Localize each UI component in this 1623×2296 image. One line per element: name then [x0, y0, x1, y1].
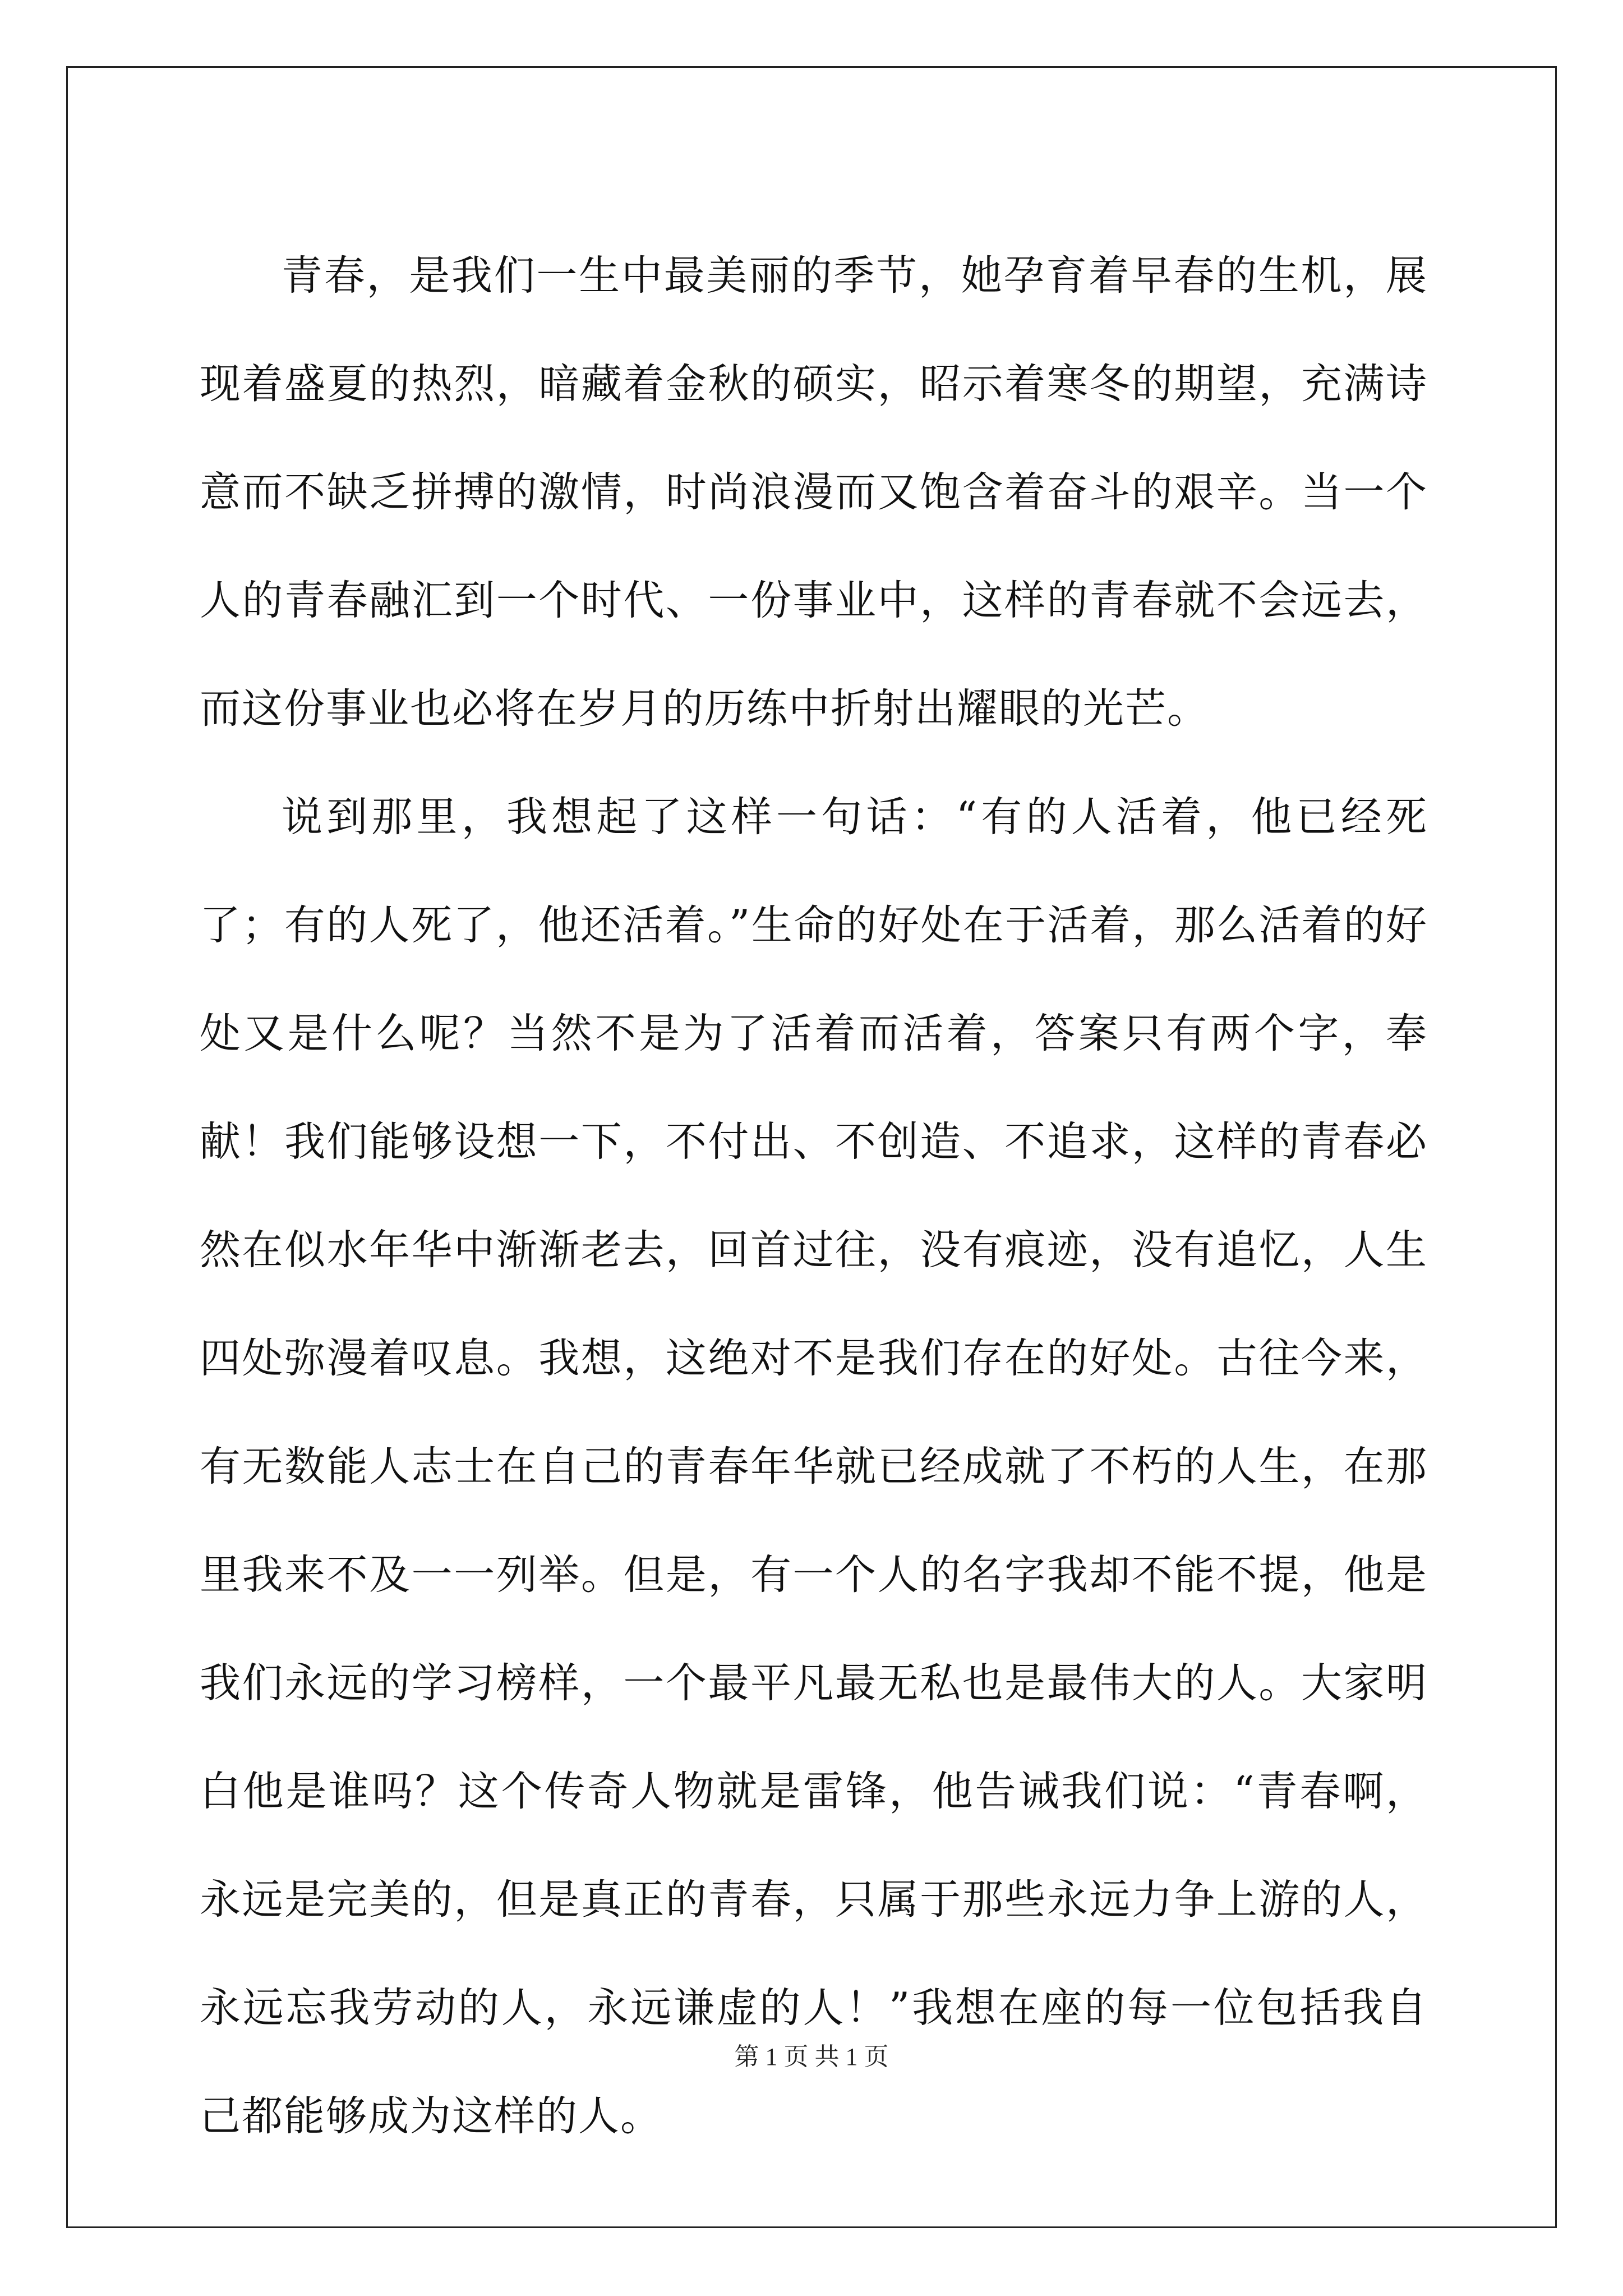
document-body [200, 222, 1428, 2170]
page-footer: 第 1 页 共 1 页 [734, 2043, 889, 2070]
paragraph-1: 青春，是我们一生中最美丽的季节，她孕育着早春的生机，展现着盛夏的热烈，暗藏着金秋的硕实，昭示着寒冬的期望，充满诗意而不缺乏拼搏的激情，时尚浪漫而又饱含着奋斗的艰辛。当一个人的青春融汇到一个时代、一份事业中，这样的青春就不会远去，而这份事业也必将在岁月的历练中折射出耀眼的光芒。 [200, 252, 1428, 733]
paragraph-2: 说到那里，我想起了这样一句话：“有的人活着，他已经死了；有的人死了，他还活着。”生命的好处在于活着，那么活着的好处又是什么呢？当然不是为了活着而活着，答案只有两个字，奉献！我们能够设想一下，不付出、不创造、不追求，这样的青春必然在似水年华中渐渐老去，回首过往，没有痕迹，没有追忆，人生四处弥漫着叹息。我想，这绝对不是我们存在的好处。古往今来，有无数能人志士在自己的青春年华就已经成就了不朽的人生，在那里我来不及一一列举。但是，有一个人的名字我却不能不提，他是我们永远的学习榜样，一个最平凡最无私也是最伟大的人。大家明白他是谁吗？这个传奇人物就是雷锋，他告诫我们说：“青春啊，永远是完美的，但是真正的青春，只属于那些永远力争上游的人，永远忘我劳动的人，永远谦虚的人！”我想在座的每一位包括我自己都能够成为这样的人。 [200, 793, 1428, 2140]
